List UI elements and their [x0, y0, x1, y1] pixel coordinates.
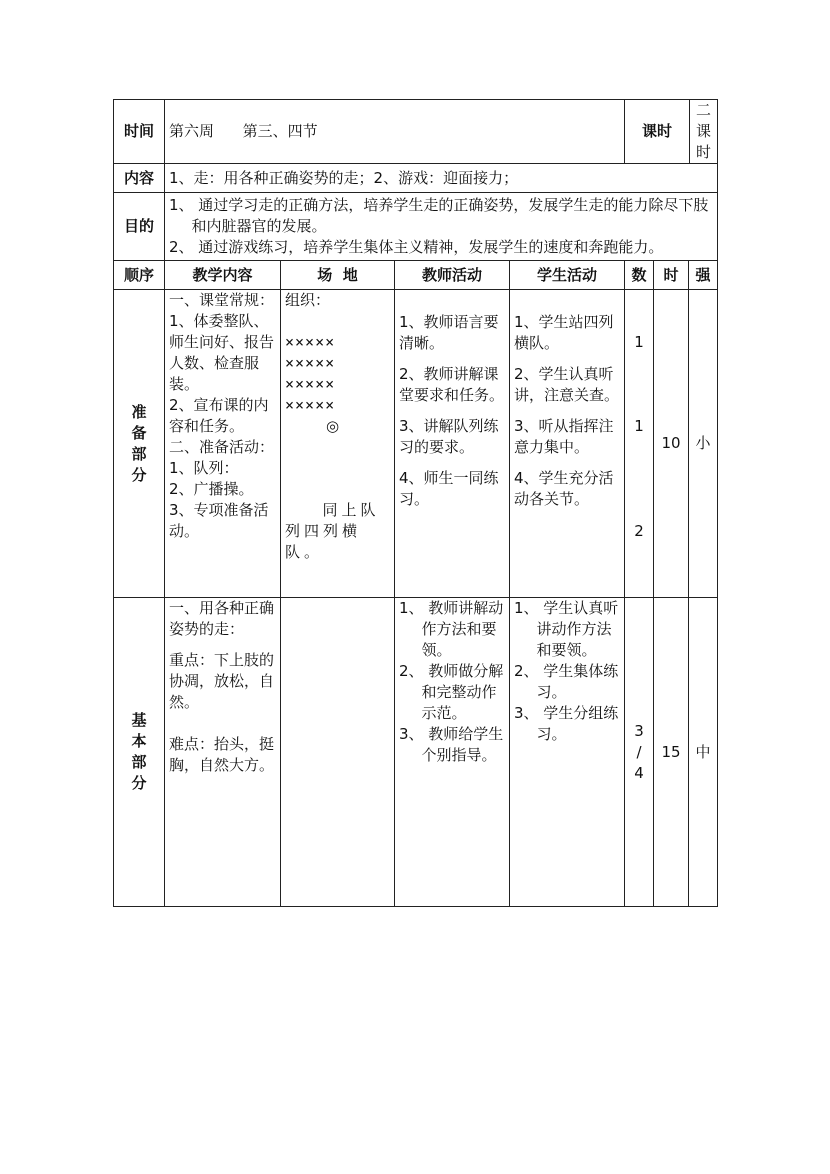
prep-student-item: 1、学生站四列横队。: [514, 313, 614, 352]
prep-time: 10: [654, 290, 689, 598]
content-label: 内容: [114, 164, 165, 193]
prep-teacher-item: 2、教师讲解课堂要求和任务。: [399, 365, 505, 404]
goal-row: [114, 193, 718, 261]
basic-student-item: 1、 学生认真听讲动作方法和要领。: [514, 599, 619, 659]
period-value: 二课时: [696, 101, 712, 161]
prep-intensity: 小: [689, 290, 718, 598]
col-student: 学生活动: [510, 261, 625, 290]
time-label: 时间: [114, 100, 165, 164]
prep-content-line: 1、体委整队、师生问好、报告人数、检查服装。: [169, 312, 275, 393]
content-value: 1、走：用各种正确姿势的走；2、游戏：迎面接力；: [165, 164, 718, 193]
basic-venue: [281, 598, 395, 907]
col-content: 教学内容: [165, 261, 281, 290]
basic-teacher-item: 3、 教师给学生个别指导。: [399, 725, 504, 764]
column-header-row: [114, 261, 718, 290]
formation-row: ×××××: [285, 375, 336, 393]
prep-count: 1: [634, 333, 644, 351]
time-value: 第六周 第三、四节: [165, 100, 625, 164]
prep-student: [510, 290, 625, 598]
col-intensity: 强: [689, 261, 718, 290]
prep-student-item: 3、听从指挥注意力集中。: [514, 417, 614, 456]
prep-content-line: 二、准备活动：: [169, 438, 275, 456]
goal-label: 目的: [114, 193, 165, 261]
goal-line-1: 1、 通过学习走的正确方法，培养学生走的正确姿势，发展学生走的能力除尽下肢和内脏器官的发展。: [169, 196, 709, 235]
formation-row: ×××××: [285, 396, 336, 414]
basic-student: [510, 598, 625, 907]
period-label: 课时: [625, 100, 690, 163]
basic-intensity: 中: [689, 598, 718, 907]
basic-key-point: 重点：下上肢的协凋，放松，自然。: [169, 651, 275, 711]
basic-content-title: 一、用各种正确姿势的走：: [169, 599, 275, 638]
prep-content-line: 1、队列：: [169, 459, 239, 477]
basic-row: [114, 598, 718, 907]
col-venue: 场 地: [281, 261, 395, 290]
prep-venue: [281, 290, 395, 598]
col-order: 顺序: [114, 261, 165, 290]
prep-counts: [625, 290, 654, 598]
prep-content-line: 2、宣布课的内容和任务。: [169, 396, 269, 435]
basic-count: 3 / 4: [625, 598, 654, 907]
prep-student-item: 2、学生认真听讲，注意关查。: [514, 365, 620, 404]
prep-content-line: 2、广播操。: [169, 480, 254, 498]
basic-difficulty: 难点：抬头，挺胸，自然大方。: [169, 735, 275, 774]
basic-student-item: 2、 学生集体练习。: [514, 662, 619, 701]
prep-teacher-item: 3、讲解队列练习的要求。: [399, 417, 499, 456]
prep-teacher-item: 1、教师语言要清晰。: [399, 313, 499, 352]
basic-time: 15: [654, 598, 689, 907]
basic-teacher-item: 2、 教师做分解和完整动作示范。: [399, 662, 504, 722]
prep-student-item: 4、学生充分活动各关节。: [514, 469, 614, 508]
basic-content: [165, 598, 281, 907]
org-label: 组织：: [285, 291, 331, 309]
col-count: 数: [625, 261, 654, 290]
basic-teacher: [395, 598, 510, 907]
prep-count: 1: [634, 417, 644, 435]
basic-section-label: 基 本 部 分: [114, 598, 165, 907]
prep-teacher: [395, 290, 510, 598]
prep-content-line: 一、课堂常规：: [169, 291, 275, 309]
prep-content-line: 3、专项准备活动。: [169, 501, 269, 540]
formation-row: ×××××: [285, 333, 336, 351]
prep-content: [165, 290, 281, 598]
col-teacher: 教师活动: [395, 261, 510, 290]
prep-section-label: 准 备 部 分: [114, 290, 165, 598]
prep-count: 2: [634, 522, 644, 540]
header-row: [114, 100, 718, 164]
teacher-position-mark: ◎: [325, 417, 340, 435]
goal-line-2: 2、 通过游戏练习，培养学生集体主义精神，发展学生的速度和奔跑能力。: [169, 238, 664, 256]
col-time: 时: [654, 261, 689, 290]
formation-note: 同上队列四列横队。: [285, 501, 380, 561]
formation-row: ×××××: [285, 354, 336, 372]
prep-teacher-item: 4、师生一同练习。: [399, 469, 499, 508]
prep-row: [114, 290, 718, 598]
basic-student-item: 3、 学生分组练习。: [514, 704, 619, 743]
content-row: [114, 164, 718, 193]
lesson-plan-table: [113, 99, 718, 907]
basic-teacher-item: 1、 教师讲解动作方法和要领。: [399, 599, 504, 659]
